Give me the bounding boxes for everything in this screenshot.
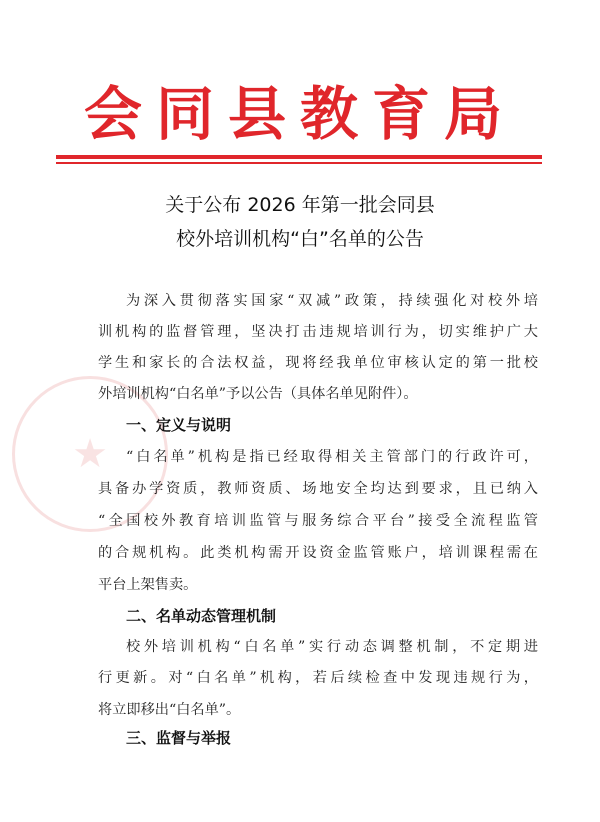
section-1-heading: 一、定义与说明: [126, 416, 232, 434]
section-2-line-3: 将立即移出“白名单”。: [98, 702, 241, 718]
section-1-line-2: 具备办学资质，教师资质、场地安全均达到要求，且已纳入: [98, 481, 538, 497]
section-2-line-1: 校外培训机构“白名单”实行动态调整机制，不定期进: [126, 639, 538, 655]
masthead-rule-thick: [56, 155, 542, 159]
section-3-heading: 三、监督与举报: [126, 729, 232, 747]
section-1-line-5: 平台上架售卖。: [98, 577, 198, 593]
intro-line-3: 学生和家长的合法权益，现将经我单位审核认定的第一批校: [98, 355, 538, 371]
document-title-line-2: 校外培训机构“白”名单的公告: [176, 228, 424, 250]
document-title: [0, 188, 600, 256]
intro-line-2: 训机构的监督管理，坚决打击违规培训行为，切实维护广大: [98, 324, 538, 340]
seal-star-icon: ★: [72, 431, 108, 477]
section-2-line-2: 行更新。对“白名单”机构，若后续检查中发现违规行为，: [98, 670, 538, 686]
masthead-rule-thin: [56, 162, 542, 164]
document-title-line-1: 关于公布 2026 年第一批会同县: [165, 194, 435, 216]
section-2-heading: 二、名单动态管理机制: [126, 607, 277, 625]
section-1-line-4: 的合规机构。此类机构需开设资金监管账户，培训课程需在: [98, 545, 538, 561]
section-1-line-3: “全国校外教育培训监管与服务综合平台”接受全流程监管: [98, 513, 538, 529]
masthead-title: 会同县教育局: [83, 80, 516, 148]
section-1-line-1: “白名单”机构是指已经取得相关主管部门的行政许可，: [126, 449, 538, 465]
intro-line-1: 为深入贯彻落实国家“双减”政策，持续强化对校外培: [126, 293, 538, 309]
intro-line-4: 外培训机构“白名单”予以公告（具体名单见附件）。: [98, 386, 418, 402]
